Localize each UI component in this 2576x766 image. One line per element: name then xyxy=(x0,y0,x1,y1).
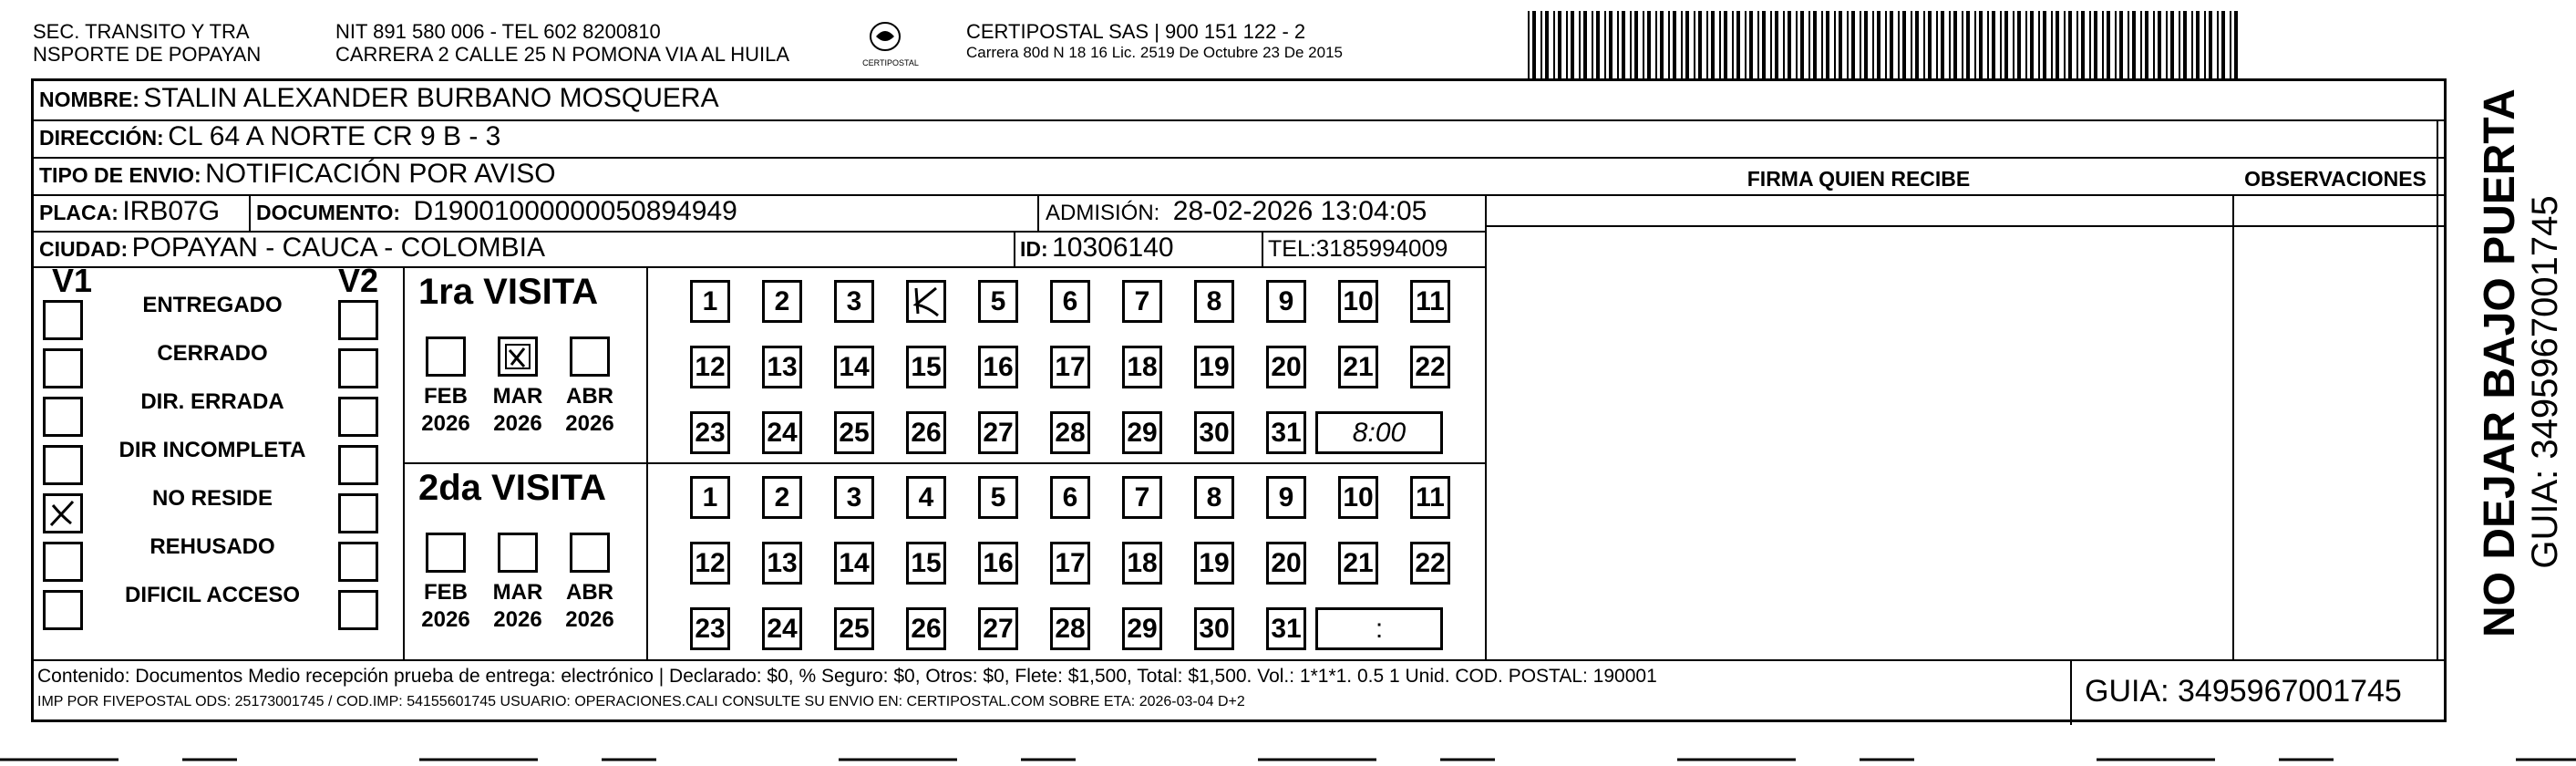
documento-value: D19001000000050894949 xyxy=(413,196,737,226)
barcode-bar xyxy=(1872,11,1874,78)
nombre-row xyxy=(39,83,719,114)
imp-line: IMP POR FIVEPOSTAL ODS: 25173001745 / COD.IMP: 54155601745 USUARIO: OPERACIONES.CALI CONSULTE SU ENVIO EN: CERTIPOSTAL.COM SOBRE ETA: 2026-03-04 D+2 xyxy=(37,694,1245,709)
cut-line xyxy=(0,750,2576,753)
barcode-bar xyxy=(1826,11,1829,78)
day-box[interactable]: 27 xyxy=(978,607,1018,650)
status-option-label: CERRADO xyxy=(157,341,268,366)
barcode-bar xyxy=(1936,11,1938,78)
barcode-bar xyxy=(2107,11,2110,78)
direccion-label: DIRECCIÓN: xyxy=(39,126,164,150)
barcode-bar xyxy=(2013,11,2014,78)
company-sub: Carrera 80d N 18 16 Lic. 2519 De Octubre 23 De 2015 xyxy=(966,44,1343,61)
barcode-bar xyxy=(1775,11,1778,78)
month-name: ABR xyxy=(566,384,613,409)
day-box[interactable]: 2 xyxy=(762,280,802,323)
day-box[interactable]: 17 xyxy=(1050,346,1090,388)
month-name: FEB xyxy=(424,384,468,409)
barcode-bar xyxy=(1596,11,1600,78)
day-box[interactable]: 13 xyxy=(762,542,802,585)
month-label xyxy=(490,383,545,438)
day-box[interactable]: 11 xyxy=(1410,280,1450,323)
delivery-form xyxy=(31,78,2447,722)
barcode-bar xyxy=(1553,11,1555,78)
barcode-bar xyxy=(1898,11,1900,78)
barcode-bar xyxy=(2230,11,2231,78)
month-checkbox[interactable] xyxy=(426,336,466,377)
day-box[interactable]: 16 xyxy=(978,542,1018,585)
day-box[interactable]: 11 xyxy=(1410,476,1450,519)
barcode-bar xyxy=(1711,11,1715,78)
barcode-bar xyxy=(2056,11,2059,78)
month-name: MAR xyxy=(492,580,543,605)
day-box[interactable]: 7 xyxy=(1122,476,1162,519)
day-box[interactable]: 22 xyxy=(1410,346,1450,388)
barcode-bar xyxy=(2158,11,2161,78)
barcode-bar xyxy=(2145,11,2148,78)
day-box[interactable]: 18 xyxy=(1122,542,1162,585)
day-box[interactable]: 1 xyxy=(690,280,730,323)
barcode-bar xyxy=(2004,11,2008,78)
month-label xyxy=(562,383,617,438)
barcode-bar xyxy=(1634,11,1638,78)
day-box[interactable]: 3 xyxy=(834,280,874,323)
barcode-bar xyxy=(1851,11,1855,78)
barcode-bar xyxy=(1923,11,1925,78)
month-label xyxy=(418,579,473,634)
barcode-bar xyxy=(1745,11,1747,78)
barcode-bar xyxy=(1762,11,1766,78)
firma-area[interactable] xyxy=(1492,232,2226,656)
day-box[interactable]: 29 xyxy=(1122,411,1162,454)
barcode-bar xyxy=(2179,11,2180,78)
day-box[interactable]: 15 xyxy=(906,542,946,585)
barcode-bar xyxy=(1719,11,1721,78)
barcode-bar xyxy=(1770,11,1772,78)
day-box[interactable] xyxy=(906,280,946,323)
barcode-bar xyxy=(1617,11,1619,78)
barcode-bar xyxy=(2209,11,2212,78)
documento-label: DOCUMENTO: xyxy=(256,201,401,224)
barcode-bar xyxy=(1558,11,1561,78)
barcode-bar xyxy=(1953,11,1957,78)
barcode-bar xyxy=(1979,11,1983,78)
day-box[interactable]: 12 xyxy=(690,542,730,585)
day-box[interactable]: 1 xyxy=(690,476,730,519)
visit-title-2: 2da VISITA xyxy=(418,468,606,508)
barcode-bar xyxy=(2076,11,2078,78)
barcode-bar xyxy=(2183,11,2187,78)
barcode-bar xyxy=(1992,11,1995,78)
barcode-bar xyxy=(2051,11,2053,78)
admision-label: ADMISIÓN: xyxy=(1046,201,1160,225)
month-checkbox[interactable] xyxy=(426,533,466,573)
status-option-label: DIR. ERRADA xyxy=(140,389,284,414)
month-year: 2026 xyxy=(421,411,470,436)
id-cell xyxy=(1020,233,1174,264)
barcode-bar xyxy=(1528,11,1530,78)
month-year: 2026 xyxy=(565,607,614,632)
day-box[interactable]: 7 xyxy=(1122,280,1162,323)
barcode-bar xyxy=(1592,11,1593,78)
barcode-bar xyxy=(1813,11,1817,78)
month-name: FEB xyxy=(424,580,468,605)
barcode-bar xyxy=(1839,11,1842,78)
barcode-bar xyxy=(1579,11,1581,78)
barcode-bar xyxy=(2030,11,2034,78)
day-box[interactable]: 22 xyxy=(1410,542,1450,585)
barcode-bar xyxy=(2191,11,2193,78)
month-name: ABR xyxy=(566,580,613,605)
barcode-bar xyxy=(1962,11,1963,78)
month-name: MAR xyxy=(492,384,543,409)
barcode-bar xyxy=(1783,11,1785,78)
day-box[interactable]: 24 xyxy=(762,607,802,650)
day-box[interactable]: 25 xyxy=(834,607,874,650)
barcode-bar xyxy=(1643,11,1644,78)
ciudad-value: POPAYAN - CAUCA - COLOMBIA xyxy=(131,233,545,263)
placa-label: PLACA: xyxy=(39,201,118,224)
barcode-bar xyxy=(1736,11,1740,78)
observaciones-area[interactable] xyxy=(2238,232,2431,656)
barcode-bar xyxy=(2043,11,2046,78)
no-dejar-warning: NO DEJAR BAJO PUERTA xyxy=(2476,88,2524,637)
barcode-bar xyxy=(1668,11,1670,78)
barcode-bar xyxy=(1796,11,1798,78)
barcode-bar xyxy=(1655,11,1657,78)
day-box[interactable]: 12 xyxy=(690,346,730,388)
company-line: CERTIPOSTAL SAS | 900 151 122 - 2 xyxy=(966,20,1306,43)
placa-value: IRB07G xyxy=(122,196,221,226)
barcode-bar xyxy=(2017,11,2021,78)
barcode-bar xyxy=(1647,11,1651,78)
barcode-bar xyxy=(1685,11,1689,78)
barcode-bar xyxy=(2094,11,2097,78)
barcode-bar xyxy=(1622,11,1625,78)
sender-name xyxy=(33,20,261,66)
carrier-info xyxy=(966,20,1343,63)
day-box[interactable]: 10 xyxy=(1338,280,1378,323)
nombre-value: STALIN ALEXANDER BURBANO MOSQUERA xyxy=(143,83,719,113)
day-box[interactable]: 23 xyxy=(690,607,730,650)
visit-title-1: 1ra VISITA xyxy=(418,272,599,312)
barcode-bar xyxy=(1660,11,1664,78)
status-option-label: REHUSADO xyxy=(149,534,275,559)
barcode-bar xyxy=(2196,11,2200,78)
id-value: 10306140 xyxy=(1052,233,1174,263)
day-box[interactable]: 15 xyxy=(906,346,946,388)
sender-contact xyxy=(335,20,789,66)
barcode-bar xyxy=(2217,11,2219,78)
barcode-bar xyxy=(1571,11,1574,78)
barcode-bar xyxy=(1694,11,1695,78)
ciudad-cell xyxy=(39,233,545,264)
day-box[interactable]: 24 xyxy=(762,411,802,454)
side-guia: GUIA: 3495967001745 xyxy=(2525,195,2565,569)
barcode-bar xyxy=(1987,11,1989,78)
tipo-label: TIPO DE ENVIO: xyxy=(39,163,201,187)
day-box[interactable]: 17 xyxy=(1050,542,1090,585)
barcode-bar xyxy=(1885,11,1887,78)
barcode-bar xyxy=(2140,11,2142,78)
tipo-value: NOTIFICACIÓN POR AVISO xyxy=(205,159,556,189)
day-box[interactable]: 26 xyxy=(906,411,946,454)
day-box[interactable]: 29 xyxy=(1122,607,1162,650)
barcode-bar xyxy=(1834,11,1836,78)
side-panel xyxy=(2452,73,2576,638)
nombre-label: NOMBRE: xyxy=(39,88,139,111)
barcode-bar xyxy=(1681,11,1683,78)
barcode-bar xyxy=(1860,11,1861,78)
barcode-bar xyxy=(1911,11,1912,78)
barcode-bar xyxy=(1724,11,1727,78)
day-box[interactable]: 19 xyxy=(1194,542,1234,585)
month-year: 2026 xyxy=(565,411,614,436)
barcode-bar xyxy=(1630,11,1632,78)
month-year: 2026 xyxy=(493,607,542,632)
barcode-bar xyxy=(1800,11,1804,78)
guia-footer: GUIA: 3495967001745 xyxy=(2085,674,2402,709)
month-year: 2026 xyxy=(421,607,470,632)
status-option-label: DIR INCOMPLETA xyxy=(118,438,306,462)
barcode-bar xyxy=(2170,11,2174,78)
barcode-bar xyxy=(1877,11,1880,78)
barcode-bar xyxy=(1545,11,1549,78)
barcode-bar xyxy=(2025,11,2027,78)
day-box[interactable]: 3 xyxy=(834,476,874,519)
barcode-bar xyxy=(2000,11,2002,78)
barcode-bar xyxy=(2102,11,2104,78)
status-option-label: NO RESIDE xyxy=(151,486,273,511)
day-box[interactable]: 14 xyxy=(834,346,874,388)
time-box[interactable]: : xyxy=(1315,607,1443,650)
day-box[interactable]: 21 xyxy=(1338,542,1378,585)
month-label xyxy=(490,579,545,634)
time-box[interactable]: 8:00 xyxy=(1315,411,1443,454)
day-box[interactable]: 18 xyxy=(1122,346,1162,388)
day-box[interactable]: 30 xyxy=(1194,411,1234,454)
day-box[interactable]: 26 xyxy=(906,607,946,650)
day-box[interactable]: 9 xyxy=(1266,280,1306,323)
barcode-bar xyxy=(1864,11,1868,78)
barcode-bar xyxy=(1915,11,1919,78)
day-box[interactable]: 31 xyxy=(1266,411,1306,454)
direccion-value: CL 64 A NORTE CR 9 B - 3 xyxy=(168,121,501,151)
placa-cell xyxy=(39,196,220,227)
barcode-bar xyxy=(1788,11,1791,78)
barcode-bar xyxy=(1673,11,1676,78)
barcode-bar xyxy=(1902,11,1906,78)
barcode-bar xyxy=(1604,11,1606,78)
barcode-bar xyxy=(2115,11,2117,78)
v1-header: V1 xyxy=(52,262,93,299)
barcode-bar xyxy=(2132,11,2136,78)
barcode-bar xyxy=(1966,11,1970,78)
day-box[interactable]: 5 xyxy=(978,280,1018,323)
day-box[interactable]: 9 xyxy=(1266,476,1306,519)
day-box[interactable]: 2 xyxy=(762,476,802,519)
address-line: CARRERA 2 CALLE 25 N POMONA VIA AL HUILA xyxy=(335,43,790,66)
barcode-bar xyxy=(1808,11,1810,78)
direccion-row xyxy=(39,121,500,152)
barcode-bar xyxy=(2204,11,2206,78)
barcode-bar xyxy=(1732,11,1734,78)
day-box[interactable]: 30 xyxy=(1194,607,1234,650)
tel-label: TEL: xyxy=(1268,236,1316,262)
day-box[interactable]: 14 xyxy=(834,542,874,585)
tel-value: 3185994009 xyxy=(1315,234,1448,262)
barcode-bar xyxy=(1540,11,1542,78)
ciudad-label: CIUDAD: xyxy=(39,237,129,261)
documento-cell xyxy=(256,196,737,227)
barcode-bar xyxy=(1949,11,1951,78)
barcode-bar xyxy=(2068,11,2072,78)
barcode-bar xyxy=(2081,11,2085,78)
barcode-bar xyxy=(2128,11,2129,78)
month-label xyxy=(418,383,473,438)
day-box[interactable]: 31 xyxy=(1266,607,1306,650)
status-option-label: ENTREGADO xyxy=(142,293,283,317)
id-label: ID: xyxy=(1020,237,1048,261)
barcode-bar xyxy=(1757,11,1759,78)
barcode-bar xyxy=(2038,11,2040,78)
day-box[interactable]: 20 xyxy=(1266,542,1306,585)
barcode-bar xyxy=(2064,11,2066,78)
barcode-bar xyxy=(1749,11,1753,78)
month-year: 2026 xyxy=(493,411,542,436)
barcode-bar xyxy=(1706,11,1708,78)
day-box[interactable]: 25 xyxy=(834,411,874,454)
barcode-bar xyxy=(1941,11,1944,78)
contenido-line: Contenido: Documentos Medio recepción prueba de entrega: electrónico | Declarado: $0, % Seguro: $0, Otros: $0, Flete: $1,500, Total: $1,500. Vol.: 1*1*1. 0.5 1 Unid. COD. POSTAL: 190001 xyxy=(37,666,1657,687)
barcode-bar xyxy=(1609,11,1613,78)
day-box[interactable]: 23 xyxy=(690,411,730,454)
barcode-bar xyxy=(1583,11,1587,78)
barcode xyxy=(1528,11,2239,78)
day-box[interactable]: 5 xyxy=(978,476,1018,519)
day-box[interactable]: 27 xyxy=(978,411,1018,454)
day-box[interactable]: 19 xyxy=(1194,346,1234,388)
svg-text:CERTIPOSTAL: CERTIPOSTAL xyxy=(862,58,919,67)
barcode-bar xyxy=(1698,11,1702,78)
admision-value: 28-02-2026 13:04:05 xyxy=(1172,196,1427,226)
barcode-bar xyxy=(2089,11,2091,78)
barcode-bar xyxy=(2221,11,2225,78)
month-checkbox[interactable] xyxy=(570,336,610,377)
month-checkbox[interactable] xyxy=(498,336,538,377)
nit-line: NIT 891 580 006 - TEL 602 8200810 xyxy=(335,20,661,43)
firma-header: FIRMA QUIEN RECIBE xyxy=(1747,167,1971,191)
day-box[interactable]: 4 xyxy=(906,476,946,519)
certipostal-logo xyxy=(852,18,930,69)
barcode-bar xyxy=(1890,11,1893,78)
day-box[interactable]: 6 xyxy=(1050,280,1090,323)
day-box[interactable]: 8 xyxy=(1194,280,1234,323)
day-box[interactable]: 8 xyxy=(1194,476,1234,519)
day-box[interactable]: 28 xyxy=(1050,411,1090,454)
barcode-bar xyxy=(1974,11,1976,78)
day-box[interactable]: 21 xyxy=(1338,346,1378,388)
day-box[interactable]: 16 xyxy=(978,346,1018,388)
day-box[interactable]: 20 xyxy=(1266,346,1306,388)
barcode-bar xyxy=(2153,11,2155,78)
month-checkbox[interactable] xyxy=(498,533,538,573)
day-box[interactable]: 10 xyxy=(1338,476,1378,519)
sender-line-1: SEC. TRANSITO Y TRA xyxy=(33,20,250,43)
barcode-bar xyxy=(2166,11,2168,78)
day-box[interactable]: 6 xyxy=(1050,476,1090,519)
barcode-bar xyxy=(1566,11,1568,78)
v2-header: V2 xyxy=(338,262,379,299)
barcode-bar xyxy=(2119,11,2123,78)
barcode-bar xyxy=(2234,11,2238,78)
month-checkbox[interactable] xyxy=(570,533,610,573)
day-box[interactable]: 28 xyxy=(1050,607,1090,650)
sender-line-2: NSPORTE DE POPAYAN xyxy=(33,43,262,66)
barcode-bar xyxy=(1532,11,1536,78)
status-option-label: DIFICIL ACCESO xyxy=(124,583,300,607)
admision-cell xyxy=(1046,196,1427,227)
barcode-bar xyxy=(1847,11,1849,78)
tipo-row xyxy=(39,159,556,190)
tel-cell xyxy=(1268,234,1448,263)
observaciones-header: OBSERVACIONES xyxy=(2244,167,2427,191)
day-box[interactable]: 13 xyxy=(762,346,802,388)
barcode-bar xyxy=(1821,11,1823,78)
month-label xyxy=(562,579,617,634)
barcode-bar xyxy=(1928,11,1932,78)
